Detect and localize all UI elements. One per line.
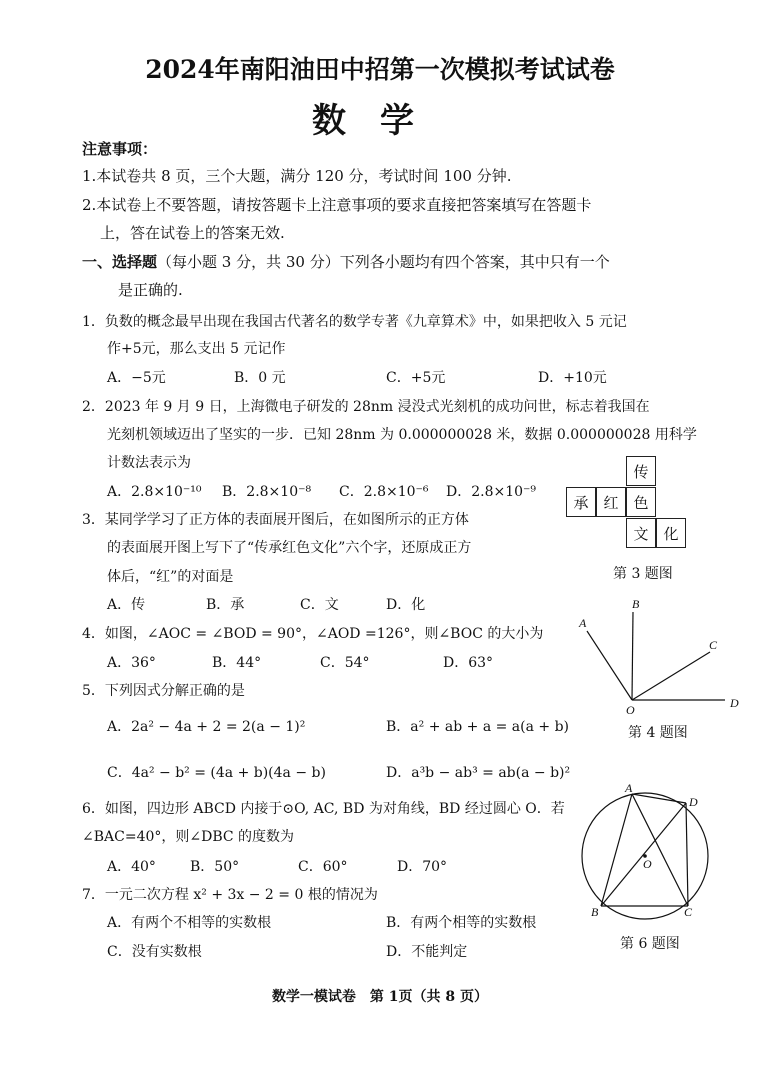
q1-option-b: B．0 元 (234, 370, 286, 386)
q6-option-d: D．70° (397, 859, 448, 875)
q2-stem-line1: 2．2023 年 9 月 9 日，上海微电子研发的 28nm 浸没式光刻机的成功问世，标志着我国在 (82, 399, 650, 415)
q1-option-d: D．+10元 (538, 370, 607, 386)
section-1-label: 一、选择题 (82, 253, 158, 271)
q1-option-a: A．−5元 (107, 370, 166, 386)
q4-label-c: C (709, 638, 718, 652)
q4-option-b: B．44° (212, 655, 262, 671)
section-1-desc: （每小题 3 分，共 30 分）下列各小题均有四个答案，其中只有一个 (157, 253, 610, 271)
q4-label-o: O (626, 703, 635, 716)
net-cell-4: 色 (626, 487, 656, 517)
q7-option-c: C．没有实数根 (107, 944, 202, 960)
net-cell-6: 化 (656, 518, 686, 548)
note-2-line1: 2.本试卷上不要答题，请按答题卡上注意事项的要求直接把答案填写在答题卡 (82, 196, 592, 214)
q1-option-c: C．+5元 (386, 370, 446, 386)
q5-option-b: B．a² + ab + a = a(a + b) (386, 719, 570, 735)
q5-stem: 5．下列因式分解正确的是 (82, 683, 245, 699)
q6-stem-line2: ∠BAC=40°，则∠DBC 的度数为 (82, 829, 295, 845)
q2-option-a: A．2.8×10⁻¹⁰ (107, 484, 202, 500)
net-cell-3: 红 (596, 487, 626, 517)
q7-stem: 7．一元二次方程 x² + 3x − 2 = 0 根的情况为 (82, 887, 378, 903)
q3-option-b: B．承 (206, 597, 245, 613)
q3-stem-line3: 体后，“红”的对面是 (107, 569, 234, 585)
net-cell-5: 文 (626, 518, 656, 548)
q6-label-b: B (591, 905, 599, 919)
q4-angle-figure (570, 596, 745, 716)
q4-label-d: D (730, 696, 739, 710)
q2-option-d: D．2.8×10⁻⁹ (446, 484, 537, 500)
q7-option-d: D．不能判定 (386, 944, 468, 960)
subject-title: 数学 (312, 101, 448, 141)
q4-option-a: A．36° (107, 655, 156, 671)
q2-stem-line2: 光刻机领域迈出了坚实的一步．已知 28nm 为 0.000000028 米，数据 0.000000028 用科学 (107, 427, 697, 443)
q3-cube-net (566, 456, 686, 548)
q6-option-c: C．60° (298, 859, 348, 875)
q6-label-d: D (689, 795, 698, 809)
q1-stem-line2: 作+5元，那么支出 5 元记作 (107, 341, 286, 357)
section-1-desc-line2: 是正确的. (118, 281, 183, 299)
q3-figure-caption: 第 3 题图 (613, 566, 673, 582)
q6-circle-figure (575, 780, 720, 920)
q4-option-c: C．54° (320, 655, 370, 671)
q4-label-b: B (632, 597, 640, 611)
q5-option-d: D．a³b − ab³ = ab(a − b)² (386, 765, 571, 781)
q3-stem-line1: 3．某同学学习了正方体的表面展开图后，在如图所示的正方体 (82, 512, 469, 528)
q4-stem: 4．如图，∠AOC = ∠BOD = 90°，∠AOD =126°，则∠BOC 的大小为 (82, 626, 544, 642)
q2-option-c: C．2.8×10⁻⁶ (339, 484, 429, 500)
q6-figure-caption: 第 6 题图 (620, 936, 680, 952)
section-1-heading (82, 251, 610, 272)
q3-option-a: A．传 (107, 597, 146, 613)
q7-option-a: A．有两个不相等的实数根 (107, 915, 272, 931)
page-footer: 数学一模试卷 第 1页（共 8 页） (271, 989, 489, 1005)
q4-option-d: D．63° (443, 655, 494, 671)
net-cell-1: 传 (626, 456, 656, 486)
q5-option-a: A．2a² − 4a + 2 = 2(a − 1)² (107, 719, 306, 735)
q5-option-c: C．4a² − b² = (4a + b)(4a − b) (107, 765, 326, 781)
q7-option-b: B．有两个相等的实数根 (386, 915, 537, 931)
q6-option-a: A．40° (107, 859, 156, 875)
q1-stem-line1: 1．负数的概念最早出现在我国古代著名的数学专著《九章算术》中，如果把收入 5 元记 (82, 314, 627, 330)
note-1: 1.本试卷共 8 页，三个大题，满分 120 分，考试时间 100 分钟. (82, 167, 512, 185)
q6-label-c: C (684, 905, 693, 919)
q6-label-o: O (643, 857, 652, 871)
notes-heading: 注意事项： (82, 140, 158, 158)
q6-option-b: B．50° (190, 859, 240, 875)
q3-stem-line2: 的表面展开图上写下了“传承红色文化”六个字，还原成正方 (107, 540, 472, 556)
q6-label-a: A (625, 781, 633, 795)
q3-option-c: C．文 (300, 597, 339, 613)
q4-label-a: A (579, 616, 587, 630)
q6-stem-line1: 6．如图，四边形 ABCD 内接于⊙O, AC, BD 为对角线，BD 经过圆心 O．若 (82, 801, 565, 817)
q3-option-d: D．化 (386, 597, 426, 613)
exam-title: 2024年南阳油田中招第一次模拟考试试卷 (145, 55, 615, 84)
q4-figure-caption: 第 4 题图 (628, 725, 688, 741)
q2-stem-line3: 计数法表示为 (107, 455, 191, 471)
net-cell-2: 承 (566, 487, 596, 517)
note-2-line2: 上，答在试卷上的答案无效. (100, 224, 285, 242)
q2-option-b: B．2.8×10⁻⁸ (222, 484, 312, 500)
